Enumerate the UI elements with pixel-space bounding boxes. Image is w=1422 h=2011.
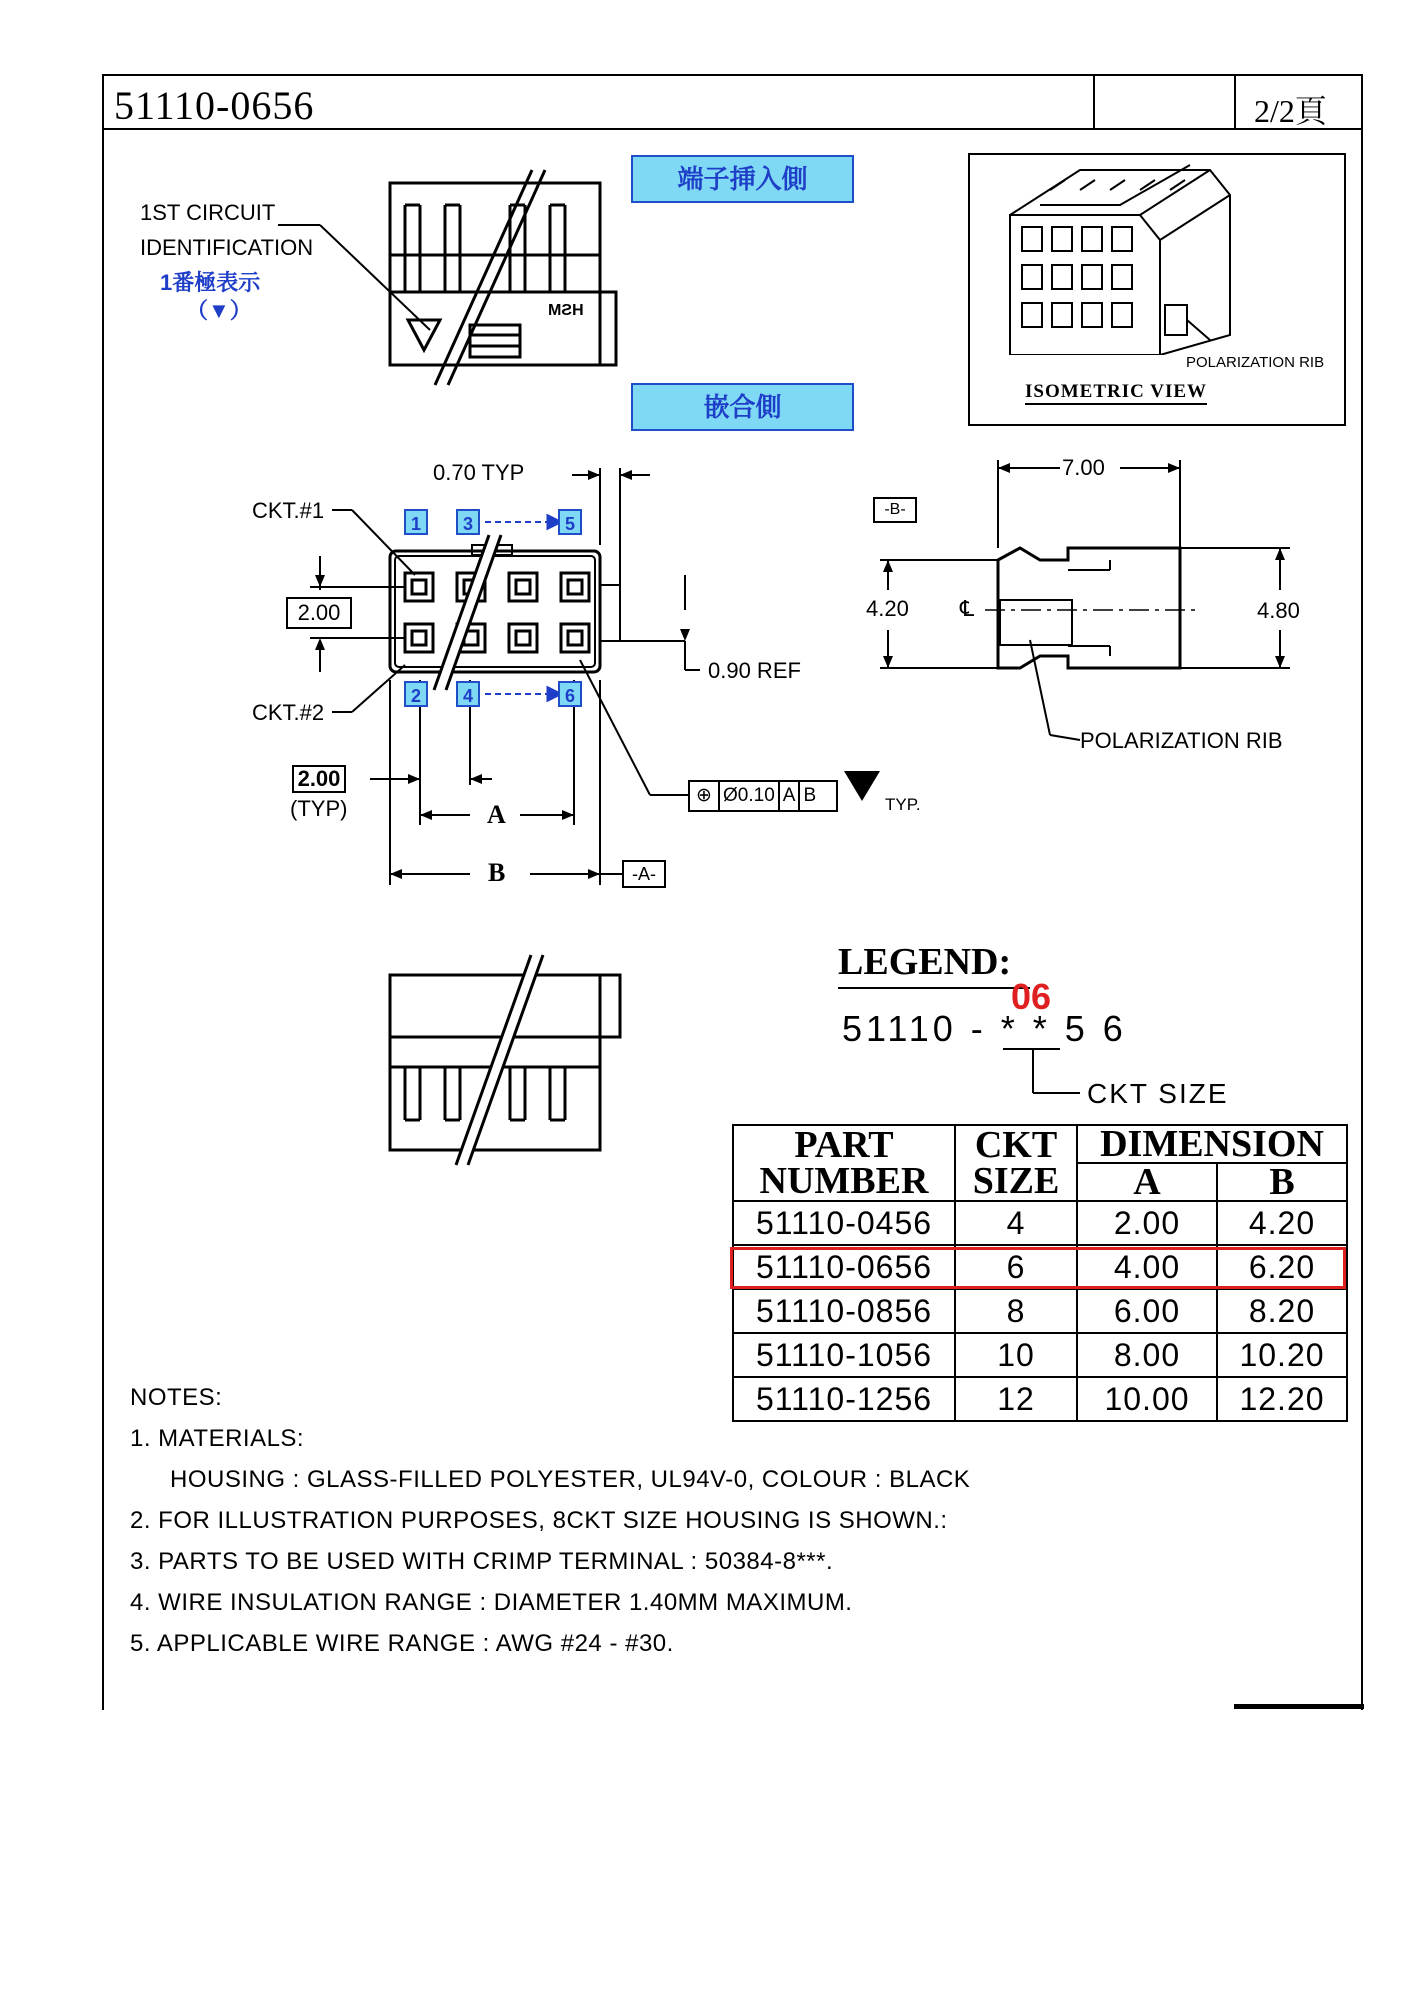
ckt-size-cell: 10 xyxy=(955,1333,1077,1377)
table-row xyxy=(733,1333,1347,1377)
dimension-a-cell: 2.00 xyxy=(1077,1201,1217,1245)
position-tolerance-frame xyxy=(688,780,838,812)
centerline-symbol: ℄ xyxy=(960,596,975,621)
pin-3-marker: 3 xyxy=(456,509,480,535)
dimension-a-header: A xyxy=(1077,1163,1217,1201)
legend-title: LEGEND: xyxy=(838,941,1012,983)
dimension-b-cell: 6.20 xyxy=(1217,1245,1347,1289)
datum-ref-a: A xyxy=(780,782,801,810)
note-line: 1. MATERIALS: xyxy=(130,1425,305,1452)
isometric-caption: ISOMETRIC VIEW xyxy=(1025,381,1207,405)
ckt-size-cell: 6 xyxy=(955,1245,1077,1289)
legend-highlight: 06 xyxy=(1011,976,1052,1017)
side-height-left-label: 4.20 xyxy=(866,596,909,621)
table-row xyxy=(733,1289,1347,1333)
ckt-size-cell: 8 xyxy=(955,1289,1077,1333)
ckt-size-cell: 4 xyxy=(955,1201,1077,1245)
typ-label: (TYP) xyxy=(290,796,348,821)
dimension-b-header: B xyxy=(1217,1163,1347,1201)
drawing-part-number: 51110-0656 xyxy=(114,83,315,128)
housing-mark: HSM xyxy=(548,302,584,319)
pin-1-marker: 1 xyxy=(404,509,428,535)
notes-heading: NOTES: xyxy=(130,1384,223,1411)
datum-a-box: -A- xyxy=(622,860,666,888)
dimension-b-cell: 10.20 xyxy=(1217,1333,1347,1377)
dimension-a-cell: 10.00 xyxy=(1077,1377,1217,1421)
datum-ref-b: B xyxy=(803,785,817,806)
front-view-outline xyxy=(390,551,600,672)
mating-side-label: 嵌合側 xyxy=(631,383,854,431)
pin-4-marker: 4 xyxy=(456,681,480,707)
ref-dimension-label: 0.90 REF xyxy=(708,658,801,683)
note-line: 4. WIRE INSULATION RANGE : DIAMETER 1.40MM MAXIMUM. xyxy=(130,1589,853,1616)
tolerance-typ-label: TYP. xyxy=(885,795,921,814)
page-indicator: 2/2頁 xyxy=(1254,93,1327,129)
dimension-a-cell: 6.00 xyxy=(1077,1289,1217,1333)
isometric-rib-label: POLARIZATION RIB xyxy=(1186,354,1325,371)
side-height-right-label: 4.80 xyxy=(1257,598,1300,623)
pin-6-marker: 6 xyxy=(558,681,582,707)
dimension-b-cell: 8.20 xyxy=(1217,1289,1347,1333)
typ-pitch-dimension-box: 2.00 xyxy=(292,765,346,793)
position-icon: ⊕ xyxy=(690,782,720,810)
pitch-typ-label: 0.70 TYP xyxy=(433,460,525,485)
table-row xyxy=(733,1201,1347,1245)
isometric-view-panel xyxy=(968,153,1346,426)
dimension-b-label: B xyxy=(488,858,506,887)
part-number-cell: 51110-0656 xyxy=(733,1245,955,1289)
note-line: HOUSING : GLASS-FILLED POLYESTER, UL94V-0, COLOUR : BLACK xyxy=(170,1466,971,1493)
datum-b-box: -B- xyxy=(873,497,917,523)
part-dimension-table xyxy=(732,1124,1348,1422)
pin-2-marker: 2 xyxy=(404,681,428,707)
side-rib-label: POLARIZATION RIB xyxy=(1080,728,1283,753)
dimension-b-cell: 12.20 xyxy=(1217,1377,1347,1421)
dimension-b-cell: 4.20 xyxy=(1217,1201,1347,1245)
ckt2-label: CKT.#2 xyxy=(252,700,325,725)
first-circuit-symbol: （▼） xyxy=(186,298,252,323)
notes-block xyxy=(130,1384,970,1671)
dimension-a-cell: 4.00 xyxy=(1077,1245,1217,1289)
part-number-cell: 51110-0856 xyxy=(733,1289,955,1333)
ckt1-label: CKT.#1 xyxy=(252,498,325,523)
part-number-header: PART NUMBER xyxy=(733,1125,955,1201)
terminal-insert-side-label: 端子挿入側 xyxy=(631,155,854,203)
legend-code: 51110 - * * 5 6 xyxy=(842,1008,1127,1049)
side-view-outline xyxy=(998,548,1180,668)
first-circuit-label: 1ST CIRCUIT xyxy=(140,200,276,225)
isometric-drawing xyxy=(970,155,1344,355)
tolerance-value: Ø0.10 xyxy=(720,782,780,810)
part-number-cell: 51110-1256 xyxy=(733,1377,955,1421)
part-number-cell: 51110-1056 xyxy=(733,1333,955,1377)
table-header-row xyxy=(733,1125,1347,1163)
pitch-dimension-box: 2.00 xyxy=(286,597,352,629)
typ-triangle xyxy=(844,771,880,801)
part-number-cell: 51110-0456 xyxy=(733,1201,955,1245)
dimension-header: DIMENSION xyxy=(1077,1125,1347,1163)
note-line: 3. PARTS TO BE USED WITH CRIMP TERMINAL : 50384-8***. xyxy=(130,1548,834,1575)
legend-ckt-size: CKT SIZE xyxy=(1087,1078,1229,1109)
note-line: 5. APPLICABLE WIRE RANGE : AWG #24 - #30. xyxy=(130,1630,674,1657)
dimension-a-cell: 8.00 xyxy=(1077,1333,1217,1377)
ckt-size-header: CKT SIZE xyxy=(955,1125,1077,1201)
side-width-label: 7.00 xyxy=(1062,455,1105,480)
ckt-size-cell: 12 xyxy=(955,1377,1077,1421)
first-circuit-label: IDENTIFICATION xyxy=(140,235,314,260)
table-row-highlighted xyxy=(733,1245,1347,1289)
note-line: 2. FOR ILLUSTRATION PURPOSES, 8CKT SIZE HOUSING IS SHOWN.: xyxy=(130,1507,948,1534)
dimension-a-label: A xyxy=(487,800,506,829)
first-circuit-jp-label: 1番極表示 xyxy=(160,270,261,295)
pin-5-marker: 5 xyxy=(558,509,582,535)
